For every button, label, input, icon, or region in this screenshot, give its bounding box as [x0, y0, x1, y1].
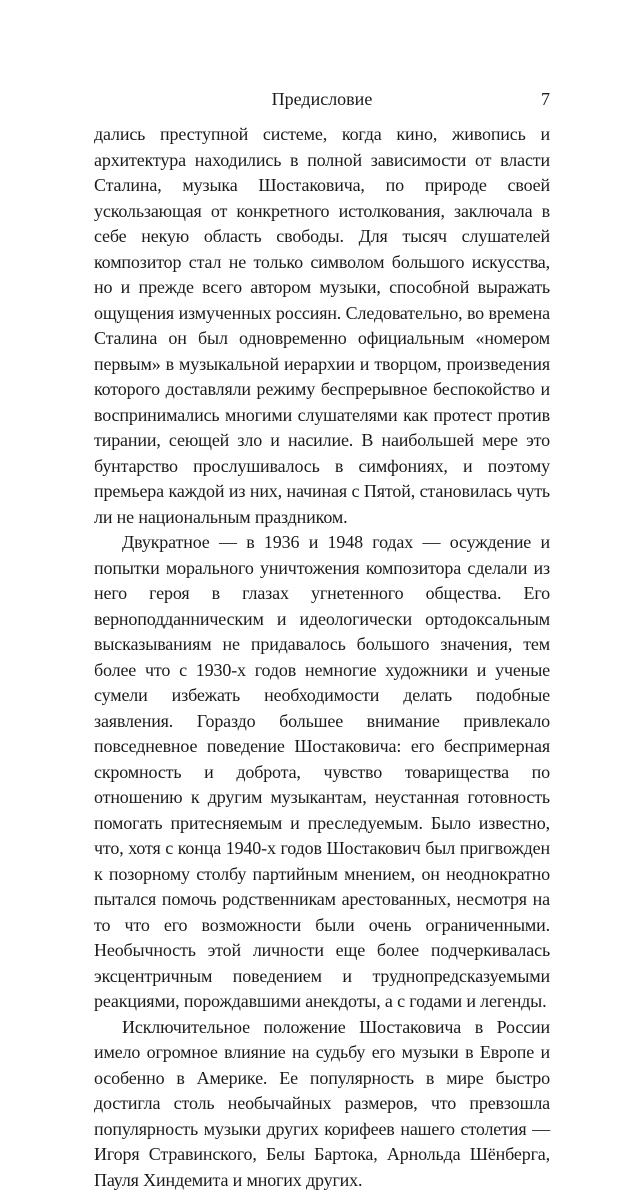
body-text	[94, 122, 550, 1193]
paragraph-continued: дались преступной системе, когда кино, живопись и архитектура находились в полной зависимости от власти Сталина, музыка Шостаковича, по природе своей ускользающая от конкретного истолкования, заключала в себе некую область свободы. Для тысяч слушателей композитор стал не только символом большого искусства, но и прежде всего автором музыки, способной выражать ощущения измученных россиян. Следовательно, во времена Сталина он был одновременно официальным «номером первым» в музыкальной иерархии и творцом, произведения которого доставляли режиму беспрерывное беспокойство и воспринимались многими слушателями как протест против тирании, сеющей зло и насилие. В наибольшей мере это бунтарство прослушивалось в симфониях, и поэтому премьера каждой из них, начиная с Пятой, становилась чуть ли не национальным праздником.	[94, 122, 550, 530]
running-title: Предисловие	[94, 86, 550, 112]
paragraph: Исключительное положение Шостаковича в России имело огромное влияние на судьбу его музыки в Европе и особенно в Америке. Ее популярность в мире быстро достигла столь необычайных размеров, что превзошла популярность музыки других корифеев нашего столетия — Игоря Стравинского, Белы Бартока, Арнольда Шёнберга, Пауля Хиндемита и многих других.	[94, 1015, 550, 1193]
page-number: 7	[541, 86, 550, 112]
running-head	[94, 86, 550, 114]
paragraph: Двукратное — в 1936 и 1948 годах — осуждение и попытки морального уничтожения композитора сделали из него героя в глазах угнетенного общества. Его верноподданническим и идеологически ортодоксальным высказываниям не придавалось большого значения, тем более что с 1930-х годов немногие художники и ученые сумели избежать необходимости делать подобные заявления. Гораздо большее внимание привлекало повседневное поведение Шостаковича: его беспримерная скромность и доброта, чувство товарищества по отношению к другим музыкантам, неустанная готовность помогать притесняемым и преследуемым. Было известно, что, хотя с конца 1940-х годов Шостакович был пригвожден к позорному столбу партийным мнением, он неоднократно пытался помочь родственникам арестованных, несмотря на то что его возможности были очень ограниченными. Необычность этой личности еще более подчеркивалась эксцентричным поведением и труднопредсказуемыми реакциями, порождавшими анекдоты, а с годами и легенды.	[94, 530, 550, 1015]
